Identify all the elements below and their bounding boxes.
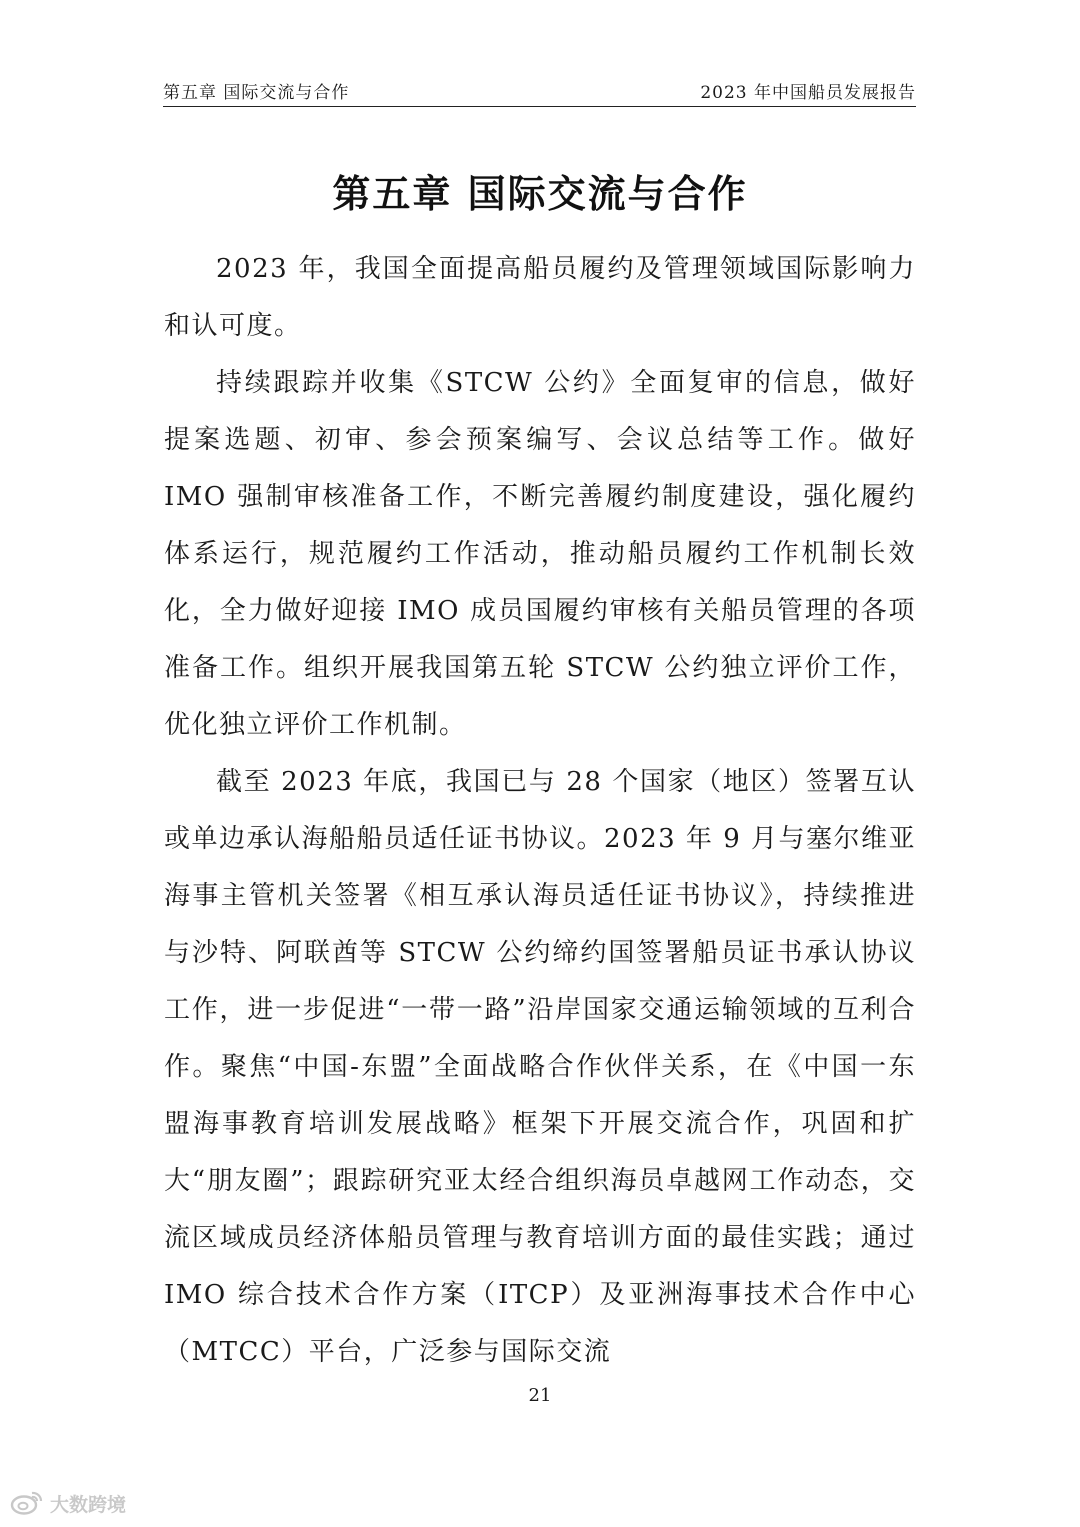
paragraph: 2023 年，我国全面提高船员履约及管理领域国际影响力和认可度。: [164, 254, 916, 341]
weibo-icon: [10, 1490, 44, 1516]
paragraph: 持续跟踪并收集《STCW 公约》全面复审的信息，做好提案选题、初审、参会预案编写、会议总结等工作。做好 IMO 强制审核准备工作，不断完善履约制度建设，强化履约体系运行，规范履约工作活动，推动船员履约工作机制长效化，全力做好迎接 IMO 成员国履约审核有关船员管理的各项准备工作。组织开展我国第五轮 STCW 公约独立评价工作，优化独立评价工作机制。: [164, 368, 916, 740]
watermark-text: 大数跨境: [50, 1493, 127, 1516]
page-number: 21: [528, 1385, 552, 1406]
header-chapter: 第五章 国际交流与合作: [163, 83, 350, 103]
running-header: [163, 78, 916, 107]
chapter-title: 第五章 国际交流与合作: [332, 172, 748, 216]
header-report-title: 2023 年中国船员发展报告: [700, 83, 916, 103]
paragraph: 截至 2023 年底，我国已与 28 个国家（地区）签署互认或单边承认海船船员适任证书协议。2023 年 9 月与塞尔维亚海事主管机关签署《相互承认海员适任证书协议》，持续推进与沙特、阿联酋等 STCW 公约缔约国签署船员证书承认协议工作，进一步促进“一带一路”沿岸国家交通运输领域的互利合作。聚焦“中国-东盟”全面战略合作伙伴关系，在《中国一东盟海事教育培训发展战略》框架下开展交流合作，巩固和扩大“朋友圈”；跟踪研究亚太经合组织海员卓越网工作动态，交流区域成员经济体船员管理与教育培训方面的最佳实践；通过 IMO 综合技术合作方案（ITCP）及亚洲海事技术合作中心（MTCC）平台，广泛参与国际交流: [164, 767, 917, 1367]
watermark: [10, 1488, 126, 1518]
body-text: [164, 241, 916, 1381]
